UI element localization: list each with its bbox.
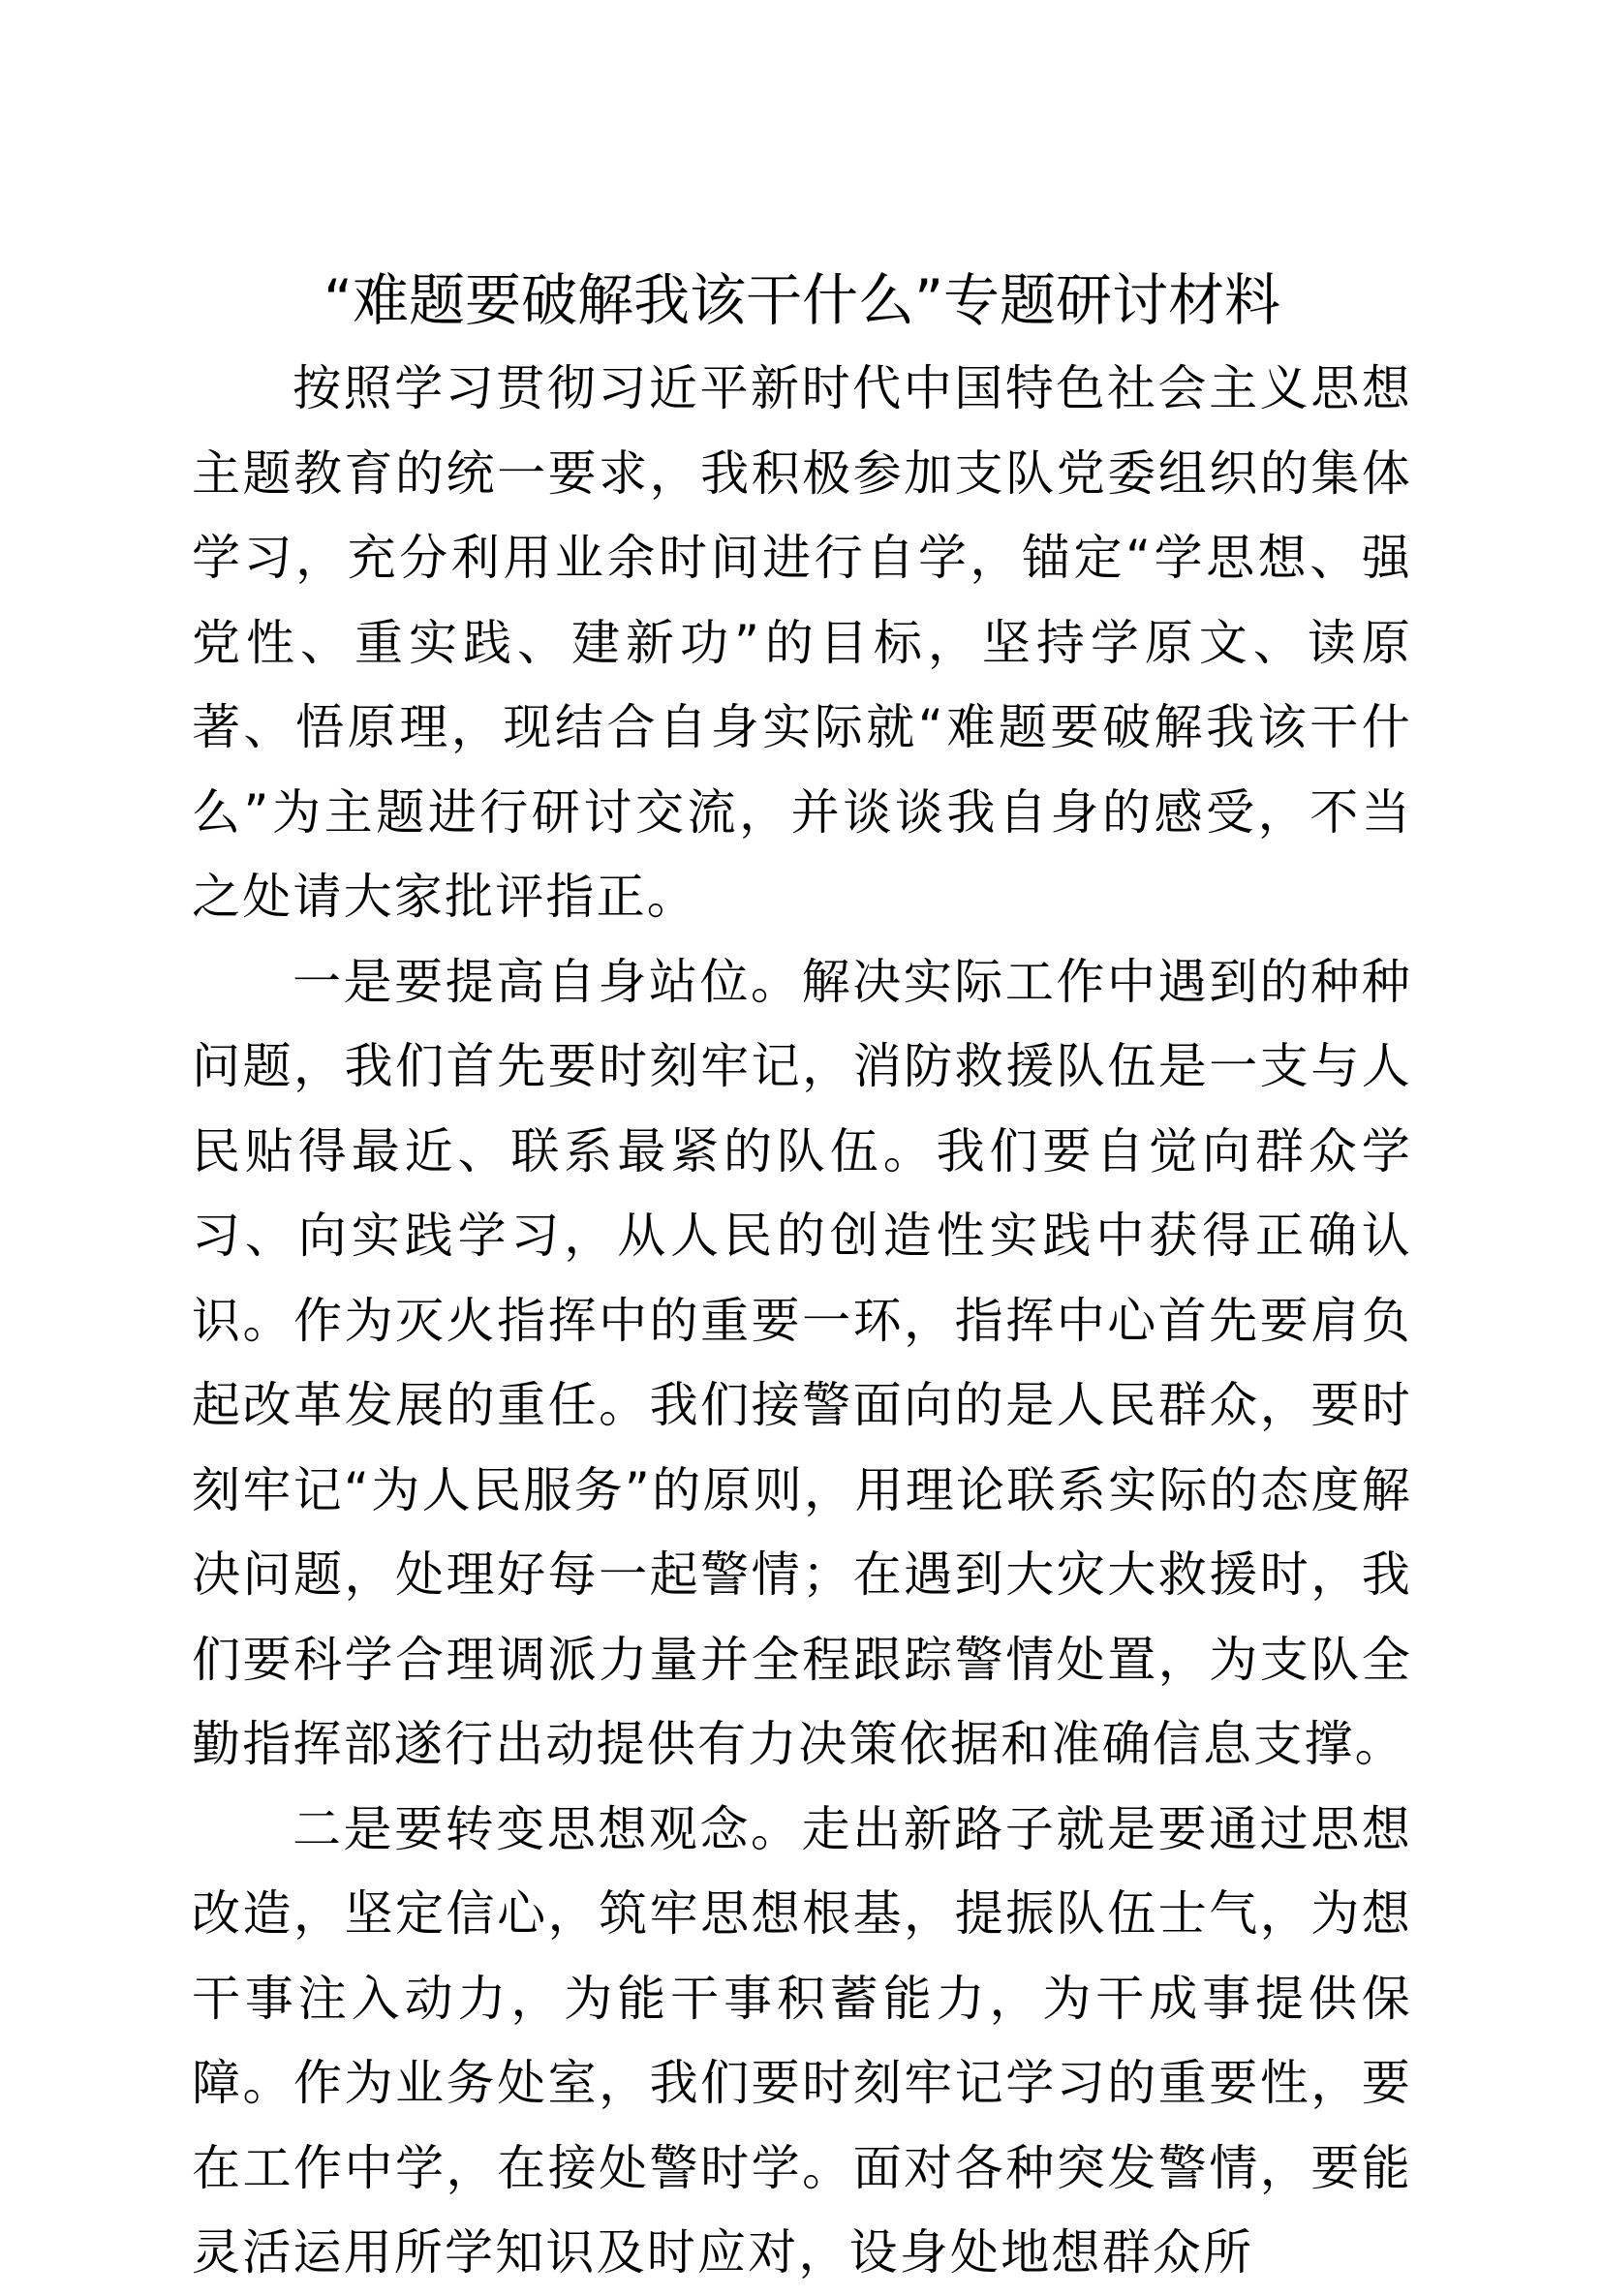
document-title: “难题要破解我该干什么”专题研讨材料 <box>323 267 1281 333</box>
paragraph-point-one: 一是要提高自身站位。解决实际工作中遇到的种种问题，我们首先要时刻牢记，消防救援队伍是一支与人民贴得最近、联系最紧的队伍。我们要自觉向群众学习、向实践学习，从人民的创造性实践中获得正确认识。作为灭火指挥中的重要一环，指挥中心首先要肩负起改革发展的重任。我们接警面向的是人民群众，要时刻牢记“为人民服务”的原则，用理论联系实际的态度解决问题，处理好每一起警情；在遇到大灾大救援时，我们要科学合理调派力量并全程跟踪警情处置，为支队全勤指挥部遂行出动提供有力决策依据和准确信息支撑。 <box>192 953 1412 1772</box>
document-page <box>192 254 1412 2296</box>
paragraph-intro: 按照学习贯彻习近平新时代中国特色社会主义思想主题教育的统一要求，我积极参加支队党委组织的集体学习，充分利用业余时间进行自学，锚定“学思想、强党性、重实践、建新功”的目标，坚持学原文、读原著、悟原理，现结合自身实际就“难题要破解我该干什么”为主题进行研讨交流，并谈谈我自身的感受，不当之处请大家批评指正。 <box>192 360 1412 925</box>
paragraph-point-two: 二是要转变思想观念。走出新路子就是要通过思想改造，坚定信心，筑牢思想根基，提振队伍士气，为想干事注入动力，为能干事积蓄能力，为干成事提供保障。作为业务处室，我们要时刻牢记学习的重要性，要在工作中学，在接处警时学。面对各种突发警情，要能灵活运用所学知识及时应对，设身处地想群众所 <box>192 1800 1412 2281</box>
